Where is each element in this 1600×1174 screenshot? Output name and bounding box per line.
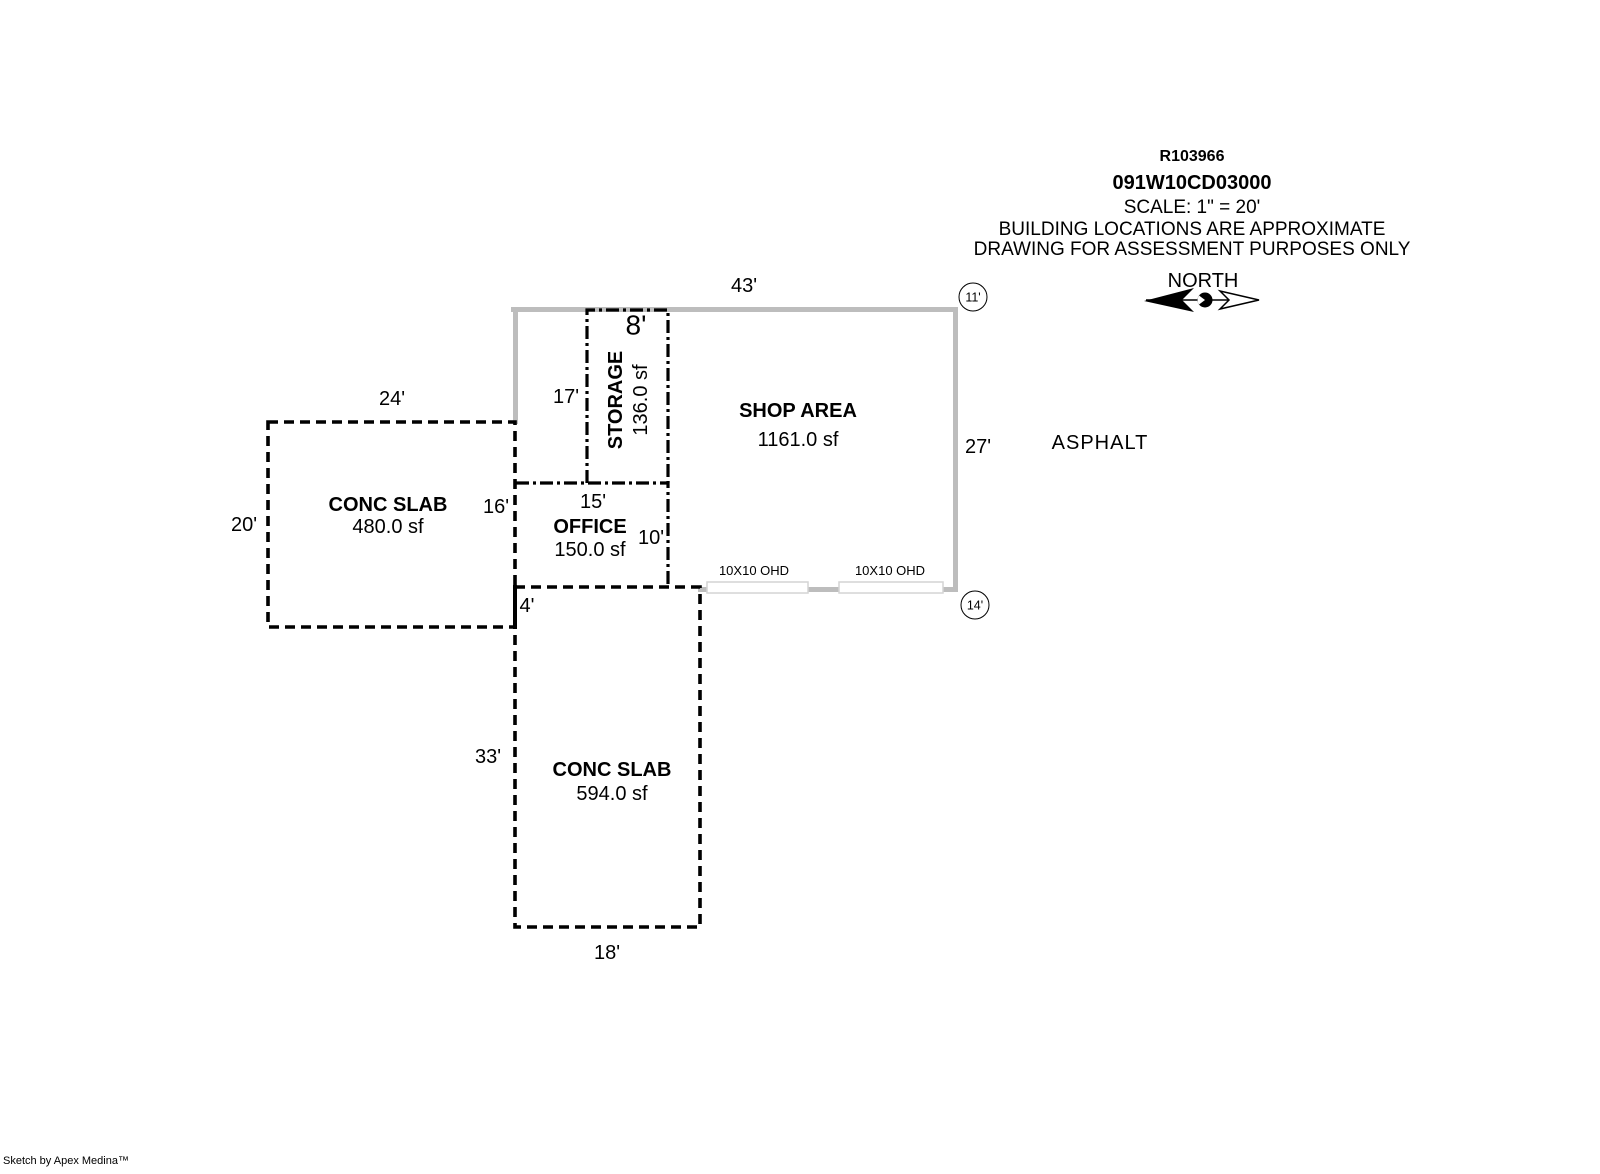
dim-slab-south-bottom: 18' bbox=[593, 942, 621, 964]
conc-slab-west-name: CONC SLAB bbox=[328, 494, 448, 516]
dim-shop-right: 27' bbox=[964, 436, 992, 458]
ohd-label-1: 10X10 OHD bbox=[718, 562, 790, 578]
dim-corner-se: 14' bbox=[961, 591, 990, 620]
dim-slab-south-left: 33' bbox=[474, 746, 502, 768]
storage-name: STORAGE bbox=[605, 350, 627, 450]
dim-office-height: 10' bbox=[637, 527, 665, 549]
dim-slab-west-top: 24' bbox=[378, 388, 406, 410]
dim-offset: 4' bbox=[519, 595, 535, 617]
shop-area-name: SHOP AREA bbox=[739, 400, 857, 422]
overhead-door-1 bbox=[707, 582, 808, 593]
shop-area-label bbox=[739, 397, 857, 455]
dim-shop-top: 43' bbox=[730, 275, 758, 297]
storage-sf: 136.0 sf bbox=[630, 364, 652, 436]
dim-corner-ne: 11' bbox=[959, 283, 988, 312]
map-taxlot: 091W10CD03000 bbox=[1112, 172, 1272, 194]
conc-slab-south-sf: 594.0 sf bbox=[576, 783, 648, 805]
office-sf: 150.0 sf bbox=[554, 539, 626, 561]
storage-label bbox=[604, 351, 654, 450]
dim-wall-lower-left: 16' bbox=[482, 496, 510, 518]
overhead-door-2 bbox=[839, 582, 943, 593]
conc-slab-west-sf: 480.0 sf bbox=[352, 516, 424, 538]
sketch-credit: Sketch by Apex Medina™ bbox=[3, 1155, 129, 1167]
shop-area-sf: 1161.0 sf bbox=[757, 429, 839, 451]
dim-office-top: 15' bbox=[579, 491, 607, 513]
scale-note: SCALE: 1" = 20' bbox=[1123, 197, 1261, 218]
dim-slab-west-left: 20' bbox=[230, 514, 258, 536]
office-label bbox=[553, 516, 626, 562]
account-number: R103966 bbox=[1159, 148, 1225, 165]
asphalt-label: ASPHALT bbox=[1051, 432, 1149, 454]
conc-slab-west-label bbox=[329, 494, 448, 538]
title-block bbox=[974, 144, 1411, 260]
dim-storage-top: 8' bbox=[625, 309, 647, 341]
disclaimer-line1: BUILDING LOCATIONS ARE APPROXIMATE bbox=[998, 219, 1386, 240]
conc-slab-south-name: CONC SLAB bbox=[552, 759, 672, 781]
office-name: OFFICE bbox=[553, 516, 627, 538]
conc-slab-south-label bbox=[553, 758, 672, 806]
conc-slab-south-outline bbox=[515, 587, 700, 927]
dim-storage-left: 17' bbox=[552, 386, 580, 408]
disclaimer-line2: DRAWING FOR ASSESSMENT PURPOSES ONLY bbox=[973, 239, 1411, 260]
north-label: NORTH bbox=[1167, 270, 1239, 292]
ohd-label-2: 10X10 OHD bbox=[854, 562, 926, 578]
